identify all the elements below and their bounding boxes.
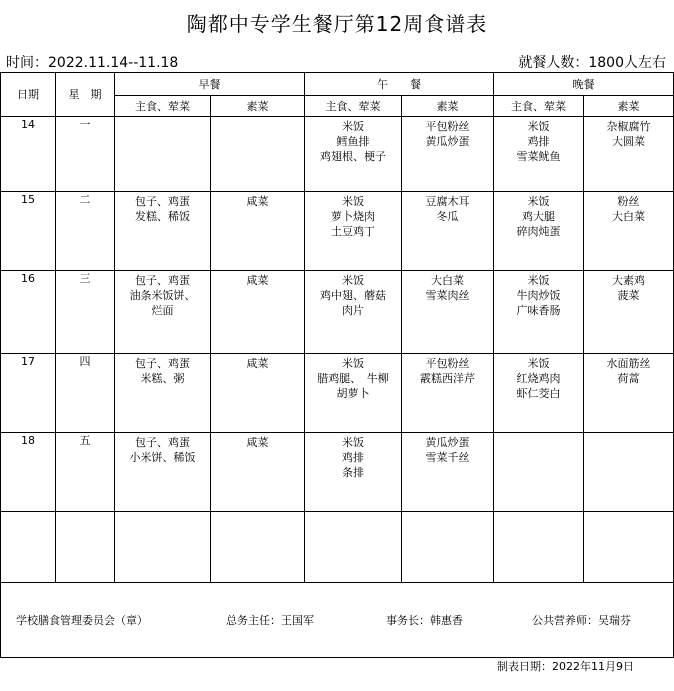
dish-item: 米饭 <box>342 274 364 287</box>
cell-breakfast-veg <box>211 433 305 512</box>
header-breakfast-main: 主食、荤菜 <box>115 96 211 117</box>
dish-item: 鸡大腿 <box>522 210 555 223</box>
dish-item: 荷蒿 <box>617 372 640 385</box>
dish-item: 米饭 <box>342 195 364 208</box>
row-date: 17 <box>1 354 56 433</box>
cell-lunch-veg <box>402 117 494 192</box>
dish-item: 虾仁茭白 <box>516 387 561 400</box>
cell-dinner-main <box>494 433 584 512</box>
dish-item: 咸菜 <box>246 195 269 208</box>
dish-item: 大白菜 <box>612 210 645 223</box>
header-breakfast: 早餐 <box>115 73 305 96</box>
header-breakfast-veg: 素菜 <box>211 96 305 117</box>
row-weekday: 二 <box>56 192 115 271</box>
row-date: 18 <box>1 433 56 512</box>
dish-item: 黄瓜炒蛋 <box>425 436 470 449</box>
dish-item: 冬瓜 <box>436 210 459 223</box>
cell-dinner-main <box>494 271 584 354</box>
cell-lunch-main <box>305 433 402 512</box>
header-lunch-veg: 素菜 <box>402 96 494 117</box>
dish-item: 雪菜鱿鱼 <box>516 150 561 163</box>
dish-item: 萝卜烧肉 <box>331 210 375 223</box>
dish-item: 鳕鱼排 <box>336 135 370 148</box>
dish-item: 包子、鸡蛋 <box>135 357 190 370</box>
dish-item: 咸菜 <box>246 436 269 449</box>
dish-item: 水面筋丝 <box>606 357 651 370</box>
dish-item: 发糕、稀饭 <box>135 210 190 223</box>
dish-item: 雪菜千丝 <box>425 451 470 464</box>
dish-item: 包子、鸡蛋 <box>135 195 190 208</box>
dish-item: 霰糕西洋芹 <box>420 372 475 385</box>
dish-item: 牛肉炒饭 <box>516 289 561 302</box>
affairs-signature: 事务长：韩惠香 <box>386 614 463 627</box>
dish-item: 咸菜 <box>246 274 269 287</box>
row-weekday: 四 <box>56 354 115 433</box>
director-signature: 总务主任：王国军 <box>226 614 314 627</box>
menu-row <box>1 117 674 192</box>
dish-item: 鸡排 <box>342 451 364 464</box>
cell-dinner-veg <box>584 433 674 512</box>
cell-lunch-main <box>305 192 402 271</box>
cell-lunch-veg <box>402 354 494 433</box>
page-title: 陶都中专学生餐厅第12周食谱表 <box>186 12 488 36</box>
cell-lunch-veg <box>402 271 494 354</box>
dish-item: 米饭 <box>342 357 364 370</box>
cell-breakfast-main <box>115 433 211 512</box>
dish-item: 小米饼、稀饭 <box>129 451 196 464</box>
cell-lunch-main <box>305 117 402 192</box>
cell-dinner-veg <box>584 117 674 192</box>
header-row-1 <box>1 73 674 96</box>
dish-item: 鸡翅根、梗子 <box>320 150 386 163</box>
dish-item: 大圆菜 <box>612 135 645 148</box>
row-weekday: 三 <box>56 271 115 354</box>
cell-breakfast-veg <box>211 117 305 192</box>
row-date: 15 <box>1 192 56 271</box>
dish-item: 包子、鸡蛋 <box>135 436 190 449</box>
diner-count: 就餐人数：1800人左右 <box>518 55 666 71</box>
cell-dinner-main <box>494 117 584 192</box>
header-weekday: 星 期 <box>56 73 115 117</box>
header-lunch: 午 餐 <box>305 73 494 96</box>
menu-row <box>1 354 674 433</box>
dish-item: 杂椒腐竹 <box>606 120 651 133</box>
cell-breakfast-veg <box>211 192 305 271</box>
dish-item: 大素鸡 <box>612 274 645 287</box>
made-date: 制表日期：2022年11月9日 <box>497 660 634 673</box>
cell-lunch-veg <box>402 433 494 512</box>
committee-seal: 学校膳食管理委员会（章） <box>16 614 148 627</box>
cell-dinner-veg <box>584 192 674 271</box>
header-dinner-main: 主食、荤菜 <box>494 96 584 117</box>
dish-item: 菠菜 <box>617 289 640 302</box>
menu-row <box>1 192 674 271</box>
time-range: 时间：2022.11.14--11.18 <box>6 55 179 71</box>
menu-body <box>1 117 674 512</box>
row-weekday: 一 <box>56 117 115 192</box>
cell-breakfast-main <box>115 354 211 433</box>
dish-item: 米糕、粥 <box>140 372 185 385</box>
dish-item: 广味香肠 <box>516 304 561 317</box>
row-date: 14 <box>1 117 56 192</box>
dish-item: 土豆鸡丁 <box>331 225 375 238</box>
dish-item: 油条米饭饼、 <box>129 289 196 302</box>
dish-item: 粉丝 <box>617 195 640 208</box>
dish-item: 鸡排 <box>527 135 550 148</box>
dish-item: 咸菜 <box>246 357 269 370</box>
dish-item: 黄瓜炒蛋 <box>425 135 470 148</box>
header-lunch-main: 主食、荤菜 <box>305 96 402 117</box>
cell-breakfast-main <box>115 117 211 192</box>
header-dinner-veg: 素菜 <box>584 96 674 117</box>
cell-dinner-main <box>494 354 584 433</box>
dish-item: 鸡中翅、蘑菇 <box>320 289 386 302</box>
dish-item: 腊鸡腿、 牛柳 <box>317 372 389 385</box>
cell-lunch-main <box>305 271 402 354</box>
row-date: 16 <box>1 271 56 354</box>
dish-item: 烂面 <box>151 304 174 317</box>
cell-lunch-main <box>305 354 402 433</box>
row-weekday: 五 <box>56 433 115 512</box>
dish-item: 米饭 <box>527 195 550 208</box>
cell-dinner-main <box>494 192 584 271</box>
dish-item: 米饭 <box>527 357 550 370</box>
dish-item: 大白菜 <box>431 274 464 287</box>
cell-breakfast-main <box>115 271 211 354</box>
menu-row <box>1 433 674 512</box>
dish-item: 豆腐木耳 <box>425 195 470 208</box>
dish-item: 雪菜肉丝 <box>425 289 470 302</box>
cell-dinner-veg <box>584 354 674 433</box>
header-date: 日期 <box>1 73 56 117</box>
nutritionist-signature: 公共营养师：吴瑞芬 <box>532 614 631 627</box>
dish-item: 平包粉丝 <box>425 120 470 133</box>
dish-item: 碎肉炖蛋 <box>516 225 561 238</box>
menu-row <box>1 271 674 354</box>
menu-table <box>0 72 674 658</box>
dish-item: 米饭 <box>342 120 364 133</box>
cell-lunch-veg <box>402 192 494 271</box>
dish-item: 米饭 <box>527 120 550 133</box>
cell-dinner-veg <box>584 271 674 354</box>
dish-item: 包子、鸡蛋 <box>135 274 190 287</box>
empty-row <box>1 512 674 583</box>
header-dinner: 晚餐 <box>494 73 674 96</box>
dish-item: 米饭 <box>527 274 550 287</box>
dish-item: 红烧鸡肉 <box>516 372 561 385</box>
cell-breakfast-veg <box>211 271 305 354</box>
dish-item: 肉片 <box>342 304 364 317</box>
dish-item: 胡萝卜 <box>336 387 370 400</box>
cell-breakfast-main <box>115 192 211 271</box>
dish-item: 米饭 <box>342 436 364 449</box>
dish-item: 平包粉丝 <box>425 357 470 370</box>
dish-item: 条排 <box>342 466 364 479</box>
cell-breakfast-veg <box>211 354 305 433</box>
